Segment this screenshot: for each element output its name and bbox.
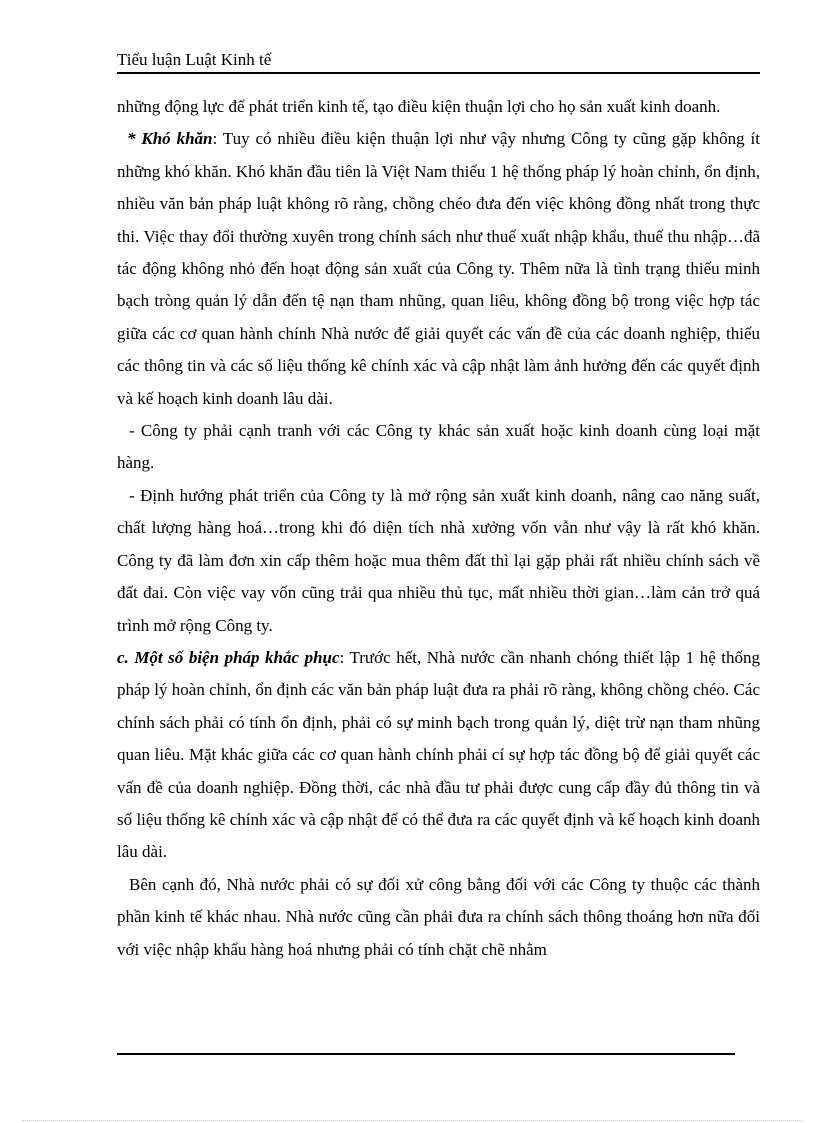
paragraph-fair-treatment: Bên cạnh đó, Nhà nước phải có sự đối xử công bằng đối với các Công ty thuộc các thành phần kinh tế khác nhau. Nhà nước cũng cần phải đưa ra chính sách thông thoáng hơn nữa đối với việc nhập khẩu hàng hoá nhưng phải có tính chặt chẽ nhằm bbox=[117, 874, 760, 959]
difficulties-label: * Khó khăn bbox=[127, 129, 213, 149]
difficulties-text: : Tuy có nhiều điều kiện thuận lợi như vậy nhưng Công ty cũng gặp không ít những khó khăn. Khó khăn đầu tiên là Việt Nam thiếu 1 hệ thống pháp lý hoàn chỉnh, ổn định, nhiều văn bản pháp luật không rõ ràng, chồng chéo đưa đến việc không đồng nhất trong thực thi. Việc thay đổi thường xuyên trong chính sách như thuế xuất nhập khẩu, thuế thu nhập…đã tác động không nhỏ đến hoạt động sản xuất của Công ty. Thêm nữa là tình trạng thiếu minh bạch tròng quản lý dẫn đến tệ nạn tham nhũng, quan liêu, không đồng bộ trong việc hợp tác giữa các cơ quan hành chính Nhà nước để giải quyết các vấn đề của các doanh nghiệp, thiếu các thông tin và các số liệu thống kê chính xác và cập nhật làm ảnh hưởng đến các quyết định và kế hoạch kinh doanh lâu dài. bbox=[117, 129, 760, 408]
paragraph-difficulties bbox=[117, 123, 760, 415]
remedies-text: : Trước hết, Nhà nước cần nhanh chóng thiết lập 1 hệ thống pháp lý hoàn chỉnh, ổn định các văn bản pháp luật đưa ra phải rõ ràng, không chồng chéo. Các chính sách phải có tính ổn định, phải có sự minh bạch trong quản lý, diệt trừ nạn tham nhũng quan liêu. Mặt khác giữa các cơ quan hành chính phải cí sự hợp tác đồng bộ để giải quyết các vấn đề của doanh nghiệp. Đồng thời, các nhà đầu tư phải được cung cấp đầy đủ thông tin và số liệu thống kê chính xác và cập nhật để có thể đưa ra các quyết định và kế hoạch kinh doanh lâu dài. bbox=[117, 647, 760, 862]
document-body bbox=[117, 91, 760, 966]
paragraph-continuation: những động lực để phát triển kinh tế, tạo điều kiện thuận lợi cho họ sản xuất kinh doanh. bbox=[117, 97, 721, 116]
page-header bbox=[117, 50, 760, 74]
header-title: Tiểu luận Luật Kinh tế bbox=[117, 50, 272, 69]
paragraph-remedies bbox=[117, 642, 760, 869]
footer-rule bbox=[117, 1053, 735, 1055]
page-edge-divider bbox=[22, 1120, 802, 1121]
paragraph-development: - Định hướng phát triển của Công ty là mở rộng sản xuất kinh doanh, nâng cao năng suất, chất lượng hàng hoá…trong khi đó diện tích nhà xưởng vốn vẫn như vậy là rất khó khăn. Công ty đã làm đơn xin cấp thêm hoặc mua thêm đất thì lại gặp phải rất nhiều chính sách về đất đai. Còn việc vay vốn cũng trải qua nhiều thủ tục, mất nhiều thời gian…làm cản trở quá trình mở rộng Công ty. bbox=[117, 485, 760, 635]
paragraph-competition: - Công ty phải cạnh tranh với các Công ty khác sản xuất hoặc kinh doanh cùng loại mặt hàng. bbox=[117, 421, 760, 473]
remedies-label: c. Một số biện pháp khắc phục bbox=[117, 647, 340, 667]
